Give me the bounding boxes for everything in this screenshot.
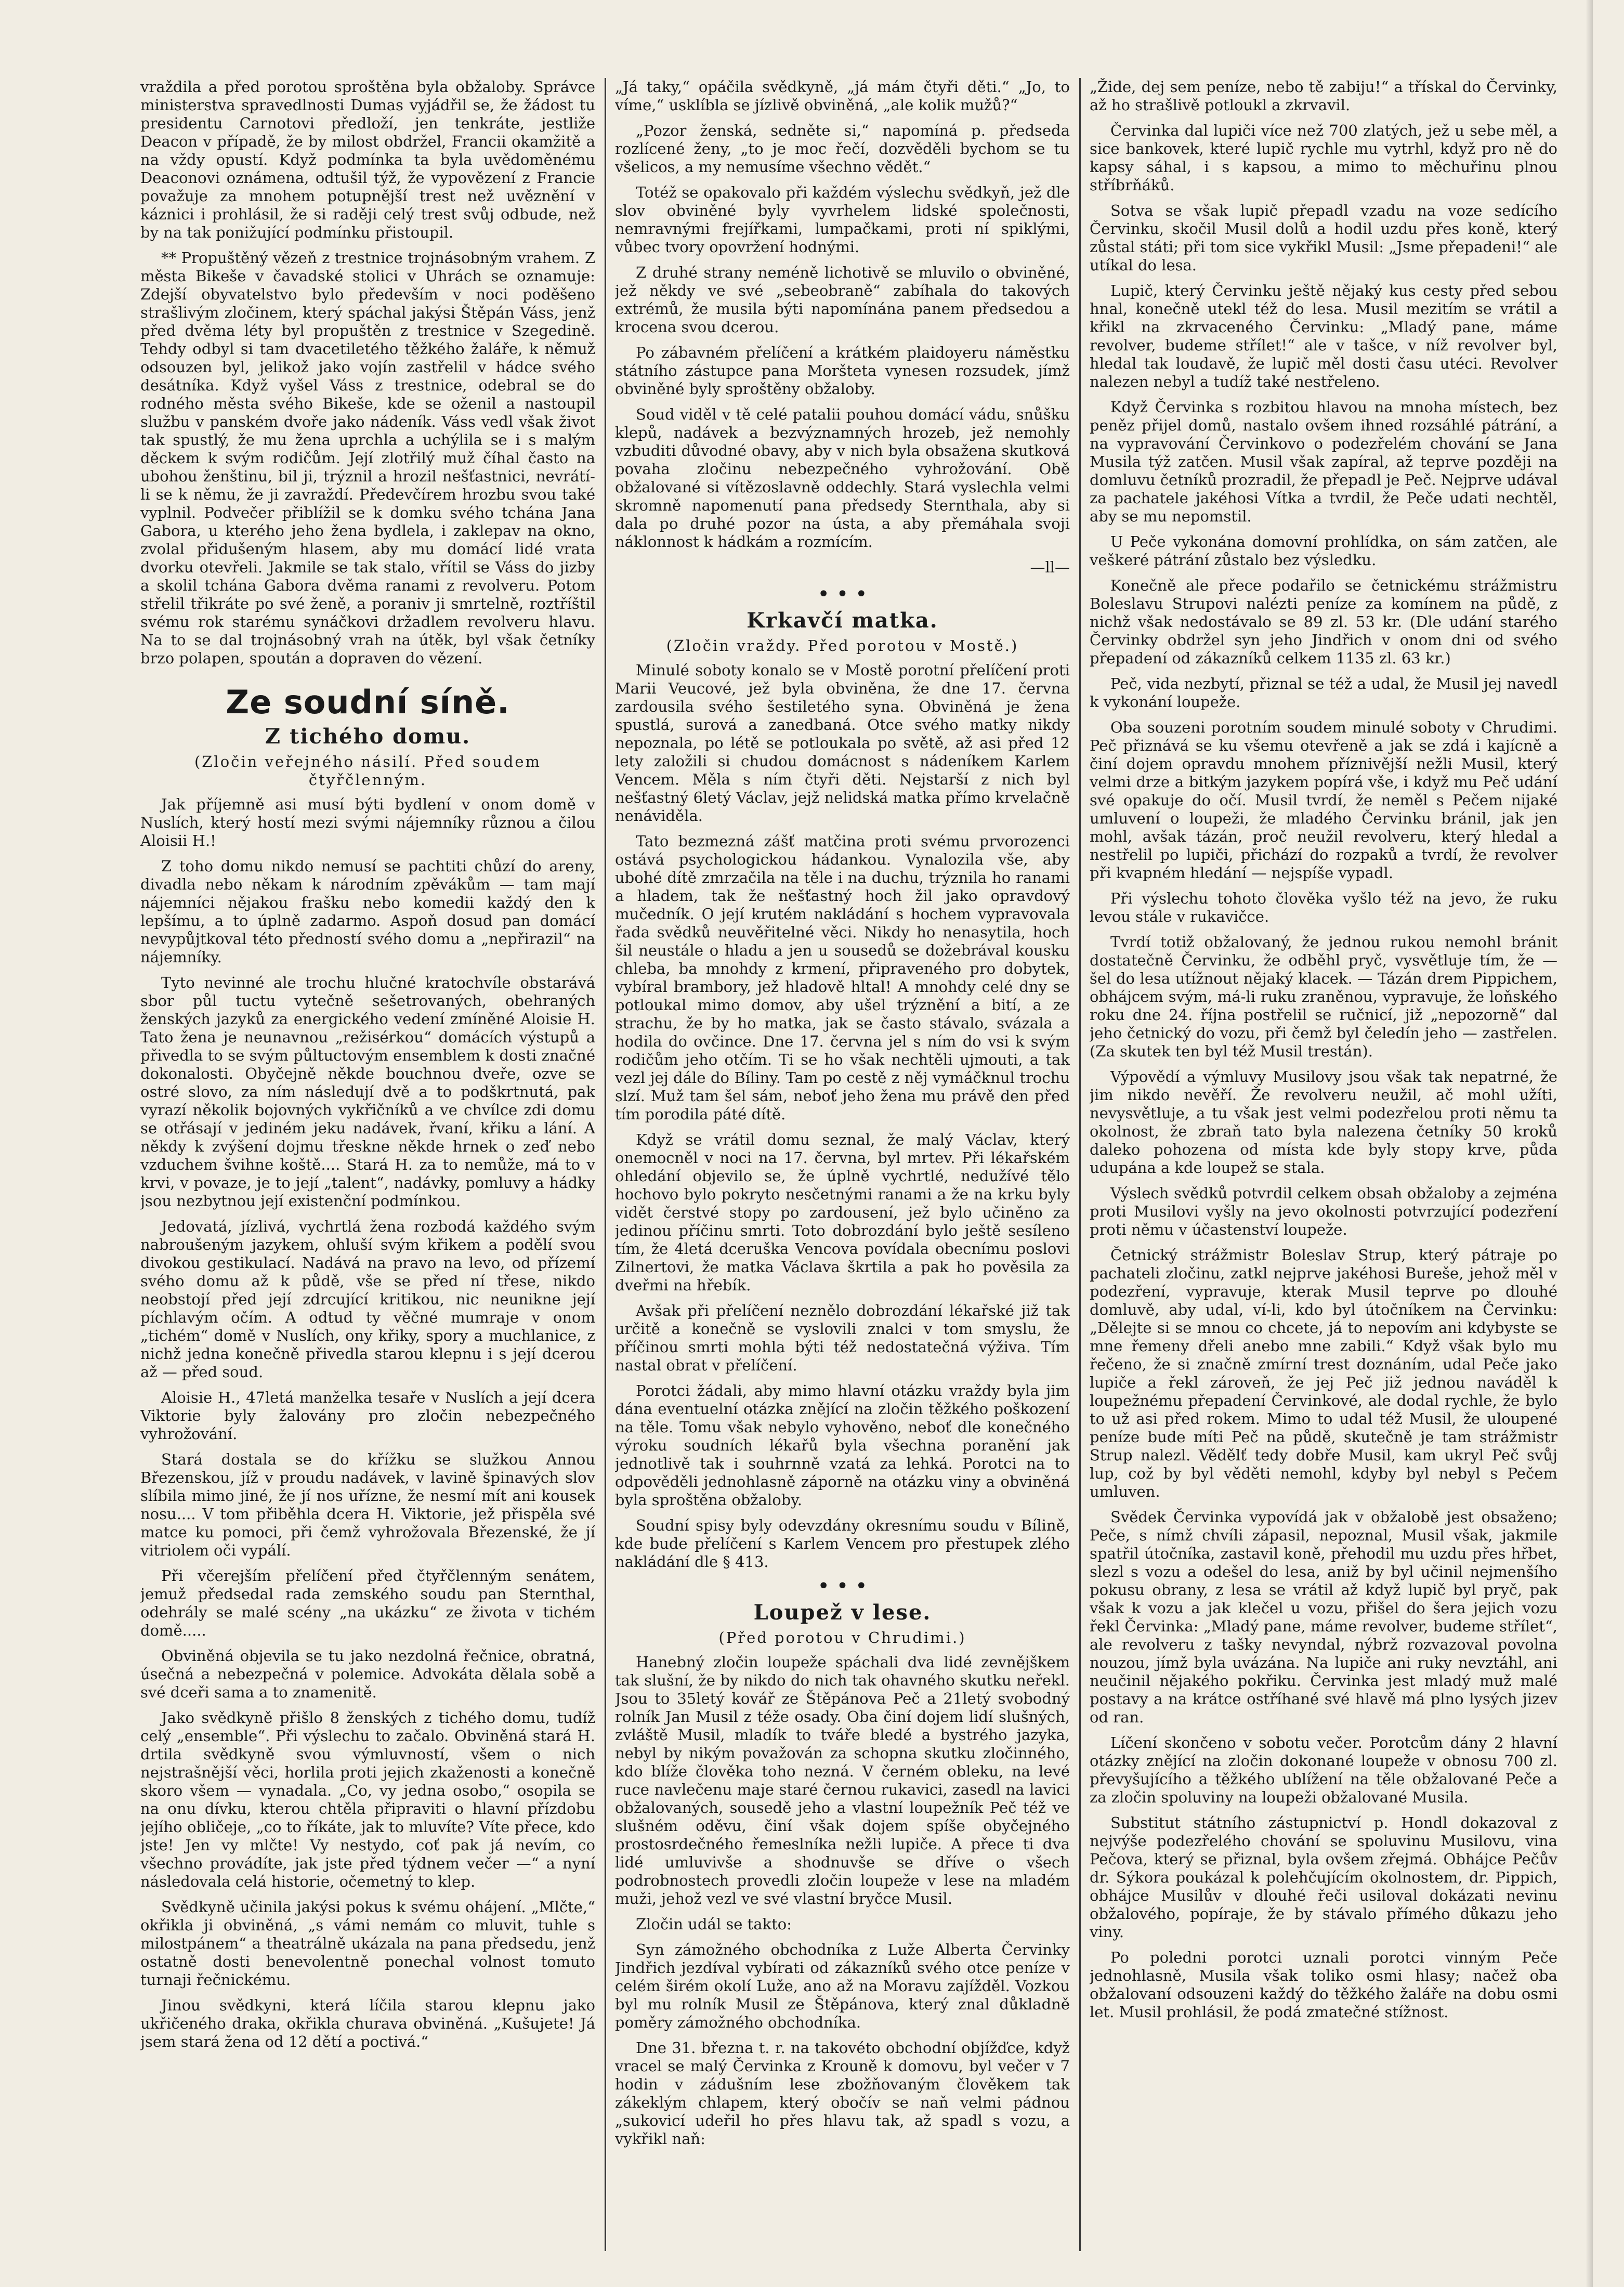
paragraph: Obviněná objevila se tu jako nezdolná řečnice, obratná, úsečná a nebezpečná v polemice. Advokáta dělala sobě a své dceři sama a to znamenitě.	[140, 1647, 595, 1701]
paragraph: Výslech svědků potvrdil celkem obsah obžaloby a zejména proti Musilovi vyšly na jevo okolnosti potvrzující podezření proti němu v účastenství loupeže.	[1090, 1184, 1557, 1238]
paragraph: Minulé soboty konalo se v Mostě porotní přelíčení proti Marii Veucové, jež byla obviněna, že dne 17. června zardousila svého šestiletého syna. Obviněná je žena spustlá, surová a zanedbaná. Otce svého matky nikdy nepoznala, po létě se potloukala po světě, až asi před 12 lety založili si chudou domácnost s nádeníkem Karlem Vencem. Měla s ním čtyři děti. Nejstarší z nich byl nešťastný 6letý Václav, jejž nelidská matka přímo krvelačně nenáviděla.	[615, 661, 1070, 825]
paragraph: Hanebný zločin loupeže spáchali dva lidé zevnějškem tak slušní, že by nikdo do nich tak ohavného skutku neřekl. Jsou to 35letý kovář ze Štěpánova Peč a 21letý svobodný rolník Jan Musil z téže osady. Oba činí dojem lidí slušných, zvláště Musil, mladík to tváře bledé a bystrého jazyka, nebyl by nikým považován za schopna skutku zločinného, kdo blíže člověka toho nezná. V černém obleku, na levé ruce navlečenu maje staré černou rukavici, zasedl na lavici obžalovaných, sousedě jeho a vlastní loupežník Peč též ve slušném oděvu, činí však dojem spíše obyčejného prostosrdečného řemeslníka nežli lupiče. A přece ti dva lidé umluvivše a shodnuvše se dříve o všech podrobnostech provedli zločin loupeže v lese na mladém muži, jehož vezl ve své vlastní bryčce Musil.	[615, 1653, 1070, 1907]
paragraph: Jak příjemně asi musí býti bydlení v onom domě v Nuslích, který hostí mezi svými nájemníky různou a čilou Aloisii H.!	[140, 795, 595, 850]
paragraph: „Já taky,“ opáčila svědkyně, „já mám čtyři děti.“ „Jo, to víme,“ usklíbla se jízlivě obviněná, „ale kolik mužů?“	[615, 78, 1070, 114]
paragraph: Tyto nevinné ale trochu hlučné kratochvíle obstarává sbor půl tuctu vytečně sešetrovaných, obehraných ženských jazyků za energického vedení zmíněné Aloisie H. Tato žena je neunavnou „režisérkou“ domácích výstupů a přivedla to se svým půltuctovým ensemblem k dosti značné dokonalosti. Obyčejně někde bouchnou dveře, ozve se ostré slovo, za ním následují dvě a to podškrtnutá, pak vyrazí několik bojovných vykřičníků a ve chvílce zdi domu se otřásají v jediném jeku nadávek, řvaní, křiku a lání. A někdy k zvýšení dojmu třeskne někde hrnek o zeď nebo vzduchem švihne koště.... Stará H. za to nemůže, má to v krvi, v povaze, je to její „talent“, nadávky, pomluvy a hádky jsou nezbytnou její existenční podmínkou.	[140, 974, 595, 1210]
article-title: Loupež v lese.	[753, 1600, 932, 1625]
paragraph: Jinou svědkyni, která líčila starou klepnu jako ukřičeného draka, okřikla churava obviněná. „Kušujete! Já jsem stará žena od 12 dětí a poctivá.“	[140, 1996, 595, 2050]
paragraph: Z toho domu nikdo nemusí se pachtiti chůzí do areny, divadla nebo někam k národním zpěvákům — tam mají nájemníci nějakou frašku nebo komedii každý den k lepšímu, a to úplně zadarmo. Aspoň dosud pan domácí nevypůjtkoval této předností svého domu a „nepřirazil“ na nájemníky.	[140, 857, 595, 966]
paragraph: Aloisie H., 47letá manželka tesaře v Nuslích a její dcera Viktorie byly žalovány pro zločin nebezpečného vyhrožování.	[140, 1389, 595, 1443]
paragraph: Jako svědkyně přišlo 8 ženských z tichého domu, tudíž celý „ensemble“. Při výslechu to začalo. Obviněná stará H. drtila svědkyně svou výmluvností, všem o nich nejstrašnější věci, horlila proti jejich zkaženosti a konečně skoro všem — vynadala. „Co, vy jedna osobo,“ osopila se na onu dívku, kterou chtěla připraviti o hlavní přízdobu jejího obličeje, „co to říkáte, jak to mluvíte? Víte přece, kdo jste! Jen vy mlčte! Vy nestydo, coť pak já nevím, co všechno provádíte, jak jste před týdnem večer —“ a nyní následovala celá historie, očemetný to klep.	[140, 1709, 595, 1890]
paragraph: „Žide, dej sem peníze, nebo tě zabiju!“ a třískal do Červinky, až ho strašlivě potloukl a zkrvavil.	[1090, 78, 1557, 114]
newspaper-page	[140, 78, 1575, 2251]
paragraph: Soud viděl v tě celé patalii pouhou domácí vádu, snůšku klepů, nadávek a bezvýznamných hrozeb, jež nemohly vzbuditi důvodné obavy, aby v nich byla obsažena skutková povaha zločinu nebezpečného vyhrožování. Obě obžalované si vítězoslavně oddechly. Stará vyslechla velmi skromně napomenutí pana předsedy Sternthala, aby si dala po druhé pozor na ústa, a aby přemáhala svoji náklonnost k hádkám a rozmícím.	[615, 406, 1070, 551]
paragraph: ** Propuštěný vězeň z trestnice trojnásobným vrahem. Z města Bikeše v čavadské stolici v Uhrách se oznamuje: Zdejší obyvatelstvo bylo především v noci poděšeno strašlivým zločinem, který spáchal jakýsi Štěpán Váss, jenž před dvěma léty byl propuštěn z trestnice v Szegedině. Tehdy odbyl si tam dvacetiletého těžkého žaláře, k němuž odsouzen byl, jelikož jako vojín zastřelil v hádce svého desátníka. Když vyšel Váss z trestnice, odebral se do rodného města svého Bikeše, kde se oženil a nastoupil službu v panském dvoře jako nádeník. Váss vedl však život tak spustlý, že mu žena uprchla a uchýlila se i s malým děckem k svým rodičům. Její zlotřilý muž číhal často na ubohou ženštinu, bil ji, trýznil a hrozil nešťastnici, nevrátí-li se k němu, že ji zavraždí. Předevčírem hrozbu svou také vyplnil. Podvečer přiblížil se k domku svého tchána Jana Gabora, u kterého jeho žena bydlela, i zaklepav na okno, zvolal přidušeným hlasem, aby mu domácí lidé vrata dvorku otevřeli. Jakmile se tak stalo, vřítil se Váss do jizby a skolil tchána Gabora dvěma ranami z revolveru. Potom střelil třikráte po své ženě, a poraniv ji smrtelně, roztříštil svému rok starému synáčkovi držadlem revolveru hlavu. Na to se dal trojnásobný vrah na útěk, byl však četníky brzo polapen, spoután a dopraven do vězení.	[140, 249, 595, 667]
paragraph: Při včerejším přelíčení před čtyřčlenným senátem, jemuž předsedal rada zemského soudu pan Sternthal, odehrály se malé scény „na ukázku“ ze života v tichém domě.....	[140, 1567, 595, 1639]
paragraph: Konečně ale přece podařilo se četnickému strážmistru Boleslavu Strupovi nalézti peníze za komínem na půdě, z nichž však nedostávalo se 89 zl. 53 kr. (Dle udání starého Červinky obdržel syn jeho Jindřich v onom dni od svého přepadení od zákazníků celkem 1135 zl. 63 kr.)	[1090, 577, 1557, 667]
paragraph: Jedovatá, jízlivá, vychrtlá žena rozbodá každého svým nabroušeným jazykem, ohluší svým křikem a podělí svou divokou gestikulací. Nadává na pravo na levo, od přízemí svého domu až k půdě, vše se před ní třese, nikdo neobstojí před její zdrcující kritikou, nic neunikne její píchlavým očím. A odtud ty věčné mumraje v onom „tichém“ domě v Nuslích, ony křiky, spory a muchlanice, z nichž jedna konečně přivedla starou klepnu i s její dcerou až — před soud.	[140, 1218, 595, 1381]
article-dek: (Zločin vraždy. Před porotou v Mostě.)	[666, 637, 1019, 655]
paragraph: Po poledni porotci uznali porotci vinným Peče jednohlasně, Musila však toliko osmi hlasy; načež oba obžalovaní odsouzeni každý do těžkého žaláře na dobu osmi let. Musil prohlásil, že podá zmatečné stížnost.	[1090, 1949, 1557, 2021]
paragraph: Tato bezmezná zášť matčina proti svému prvorozenci ostává psychologickou hádankou. Vynalozila vše, aby ubohé dítě zmrzačila na těle i na duchu, trýznila ho ranami a hladem, tak že nešťastný hoch žil jako opravdový mučedník. O její krutém nakládání s hochem vypravovala řada svědků neuvěřitelné věci. Nikdy ho nenasytila, hoch šil neustále o hladu a jen u sousedů se dožebrával kousku chleba, ba mnohdy z krmení, připraveného pro dobytek, vybíral brambory, jež hladově hltal! A mnohdy celé dny se potloukal mimo domov, aby ušel trýznění a bití, a ze strachu, že by ho matka, jak se často stávalo, svázala a hodila do ovčince. Dne 17. června jel s ním do vsi k svým rodičům jeho otčím. Ti se ho však nechtěli ujmouti, a tak vezl jej dále do Bíliny. Tam po cestě z něj vymáčknul trochu slzí. Muž tam šel sám, neboť jeho žena mu právě den před tím porodila páté dítě.	[615, 832, 1070, 1123]
paragraph: Sotva se však lupič přepadl vzadu na voze sedícího Červinku, skočil Musil dolů a hodil uzdu přes koně, který zůstal státi; při tom sice vykřikl Musil: „Jsme přepadeni!“ ale utíkal do lesa.	[1090, 202, 1557, 274]
column-1	[140, 78, 595, 2251]
paragraph: Avšak při přelíčení neznělo dobrozdání lékařské již tak určitě a konečně se vyslovili znalci v tom smyslu, že příčinou smrti mohla býti též nedostatečná výživa. Tím nastal obrat v přelíčení.	[615, 1302, 1070, 1374]
column-rule	[1079, 78, 1081, 2251]
paragraph: Červinka dal lupiči více než 700 zlatých, jež u sebe měl, a sice bankovek, které lupič rychle mu vytrhl, když pro ně do kapsy sáhal, i s kapsou, a mimo to měchuřinu plnou stříbrňáků.	[1090, 122, 1557, 194]
section-separator: • • •	[817, 1574, 868, 1598]
paragraph: Totéž se opakovalo při každém výslechu svědkyň, jež dle slov obviněné byly vyvrhelem lidské společnosti, nemravnými frejířkami, lumpačkami, proti ní spiklými, vůbec tvory opovržení hodnými.	[615, 184, 1070, 256]
column-rule	[605, 78, 606, 2251]
paragraph: Četnický strážmistr Boleslav Strup, který pátraje po pachateli zločinu, zatkl nejprve jakéhosi Bureše, jehož měl v podezření, vypravuje, kterak Musil teprve po dlouhé domluvě, aby udal, ví-li, kdo byl útočníkem na Červinku: „Dělejte si se mnou co chcete, já to nepovím ani kdybyste se mne řemeny dřeli anebo mne zabili.“ Když však bylo mu řečeno, že si značně zmírní trest doznáním, udal Peče jako lupiče a řekl zároveň, že jej Peč již jednou naváděl k loupežnému přepadení Červinkové, ale dodal rychle, že bylo to už asi před rokem. Mimo to udal též Musil, že uloupené peníze bude míti Peč na půdě, skutečně je tam strážmistr Strup nalezl. Vědělť tedy dobře Musil, kam ukryl Peč svůj lup, což by byl věděti nemohl, kdyby byl nebyl s Pečem umluven.	[1090, 1246, 1557, 1500]
paragraph: „Pozor ženská, sedněte si,“ napomíná p. předseda rozlícené ženy, „to je moc řečí, dozvěděli bychom se tu všelicos, a my nemusíme všechno vědět.“	[615, 122, 1070, 176]
paragraph: Svědkyně učinila jakýsi pokus k svému ohájení. „Mlčte,“ okřikla ji obviněná, „s vámi nemám co mluvit, tuhle s milostpánem“ a theatrálně ukázala na pana předsedu, jenž ostatně dosti benevolentně ponechal volnost tomuto turnaji řečnickému.	[140, 1898, 595, 1989]
paragraph: Po zábavném přelíčení a krátkém plaidoyeru náměstku státního zástupce pana Moršteta vynesen rozsudek, jímž obviněné byly sproštěny obžaloby.	[615, 344, 1070, 398]
paragraph: Soudní spisy byly odevzdány okresnímu soudu v Bílině, kde bude přelíčení s Karlem Vencem pro přestupek zlého nakládání dle § 413.	[615, 1517, 1070, 1571]
paragraph: Výpovědí a výmluvy Musilovy jsou však tak nepatrné, že jim nikdo nevěří. Že revolveru neužil, ač mohl užíti, nevysvětluje, a tu však jest velmi podezřelou proti němu ta okolnost, že zbraň tato byla nalezena četníky 50 kroků daleko pohozena od místa kde byly stopy krve, půda udupána a kde loupež se stala.	[1090, 1068, 1557, 1177]
paragraph: Když se vrátil domu seznal, že malý Václav, který onemocněl v noci na 17. června, byl mrtev. Při lékařském ohledání objevilo se, že úplně vychrtlé, nedužívé tělo hochovo bylo pokryto nesčetnými ranami a že na krku byly vidět čerstvé stopy po zardousení, jež bylo učiněno za jedinou příčinu smrti. Toto dobrozdání bylo ještě sesíleno tím, že 4letá dceruška Vencova povídala obecnímu poslovi Zilnertovi, že matka Václava škrtila a pak ho pověsila za dveřmi na hřebík.	[615, 1131, 1070, 1294]
paragraph: Substitut státního zástupnictví p. Hondl dokazoval z nejvýše podezřelého chování se spoluvinu Musilovu, vina Pečova, který se přiznal, byla ovšem zřejmá. Obhájce Pečův dr. Sýkora poukázal k polehčujícím okolnostem, dr. Pippich, obhájce Musilův v dlouhé řeči usiloval dokázati nevinu obžalového, popíraje, že by stávalo přímého důkazu jeho viny.	[1090, 1814, 1557, 1941]
page-edge-shadow	[1586, 0, 1593, 2287]
paragraph: U Peče vykonána domovní prohlídka, on sám zatčen, ale veškeré pátrání zůstalo bez výsledku.	[1090, 533, 1557, 569]
paragraph: Lupič, který Červinku ještě nějaký kus cesty před sebou hnal, konečně utekl též do lesa. Musil mezitím se vrátil a křikl na zkrvaceného Červinku: „Mladý pane, máme revolver, budeme střílet!“ ale v tašce, v níž revolver byl, hledal tak loudavě, že lupič měl dosti času utéci. Revolver nalezen nebyl a tudíž také nestřeleno.	[1090, 282, 1557, 390]
section-separator: • • •	[817, 582, 868, 606]
paragraph: Stará dostala se do křížku se služkou Annou Březenskou, jíž v proudu nadávek, v lavině špinavých slov slíbila mimo jiné, že jí nos uřízne, že nesmí mít ani kousek nosu.... V tom přiběhla dcera H. Viktorie, jež přispěla své matce ku pomoci, při čemž vyhrožovala Březenské, že jí vitriolem oči vypálí.	[140, 1450, 595, 1559]
section-heading: Ze soudní síně.	[226, 683, 510, 721]
column-2	[615, 78, 1070, 2251]
paragraph: Když Červinka s rozbitou hlavou na mnoha místech, bez peněz přijel domů, nastalo ovšem ihned rozsáhlé pátrání, a na vypravování Červinkovo o podezřelém chování se Jana Musila týž zatčen. Musil však zapíral, až teprve později na domluvu četníků prozradil, že přepadl je Peč. Nejprve udával za pachatele jakéhosi Vítka a tvrdil, že Peče udati nechtěl, aby se mu nepomstil.	[1090, 398, 1557, 525]
paragraph: Porotci žádali, aby mimo hlavní otázku vraždy byla jim dána eventuelní otázka znějící na zločin těžkého poškození na těle. Tomu však nebylo vyhověno, neboť dle konečného výroku soudních lékařů byla všechna poranění jak jednotlivě tak i souhrnně vzatá za lehká. Porotci na to odpověděli jednohlasně záporně na otázku viny a obviněná byla sproštěna obžaloby.	[615, 1382, 1070, 1509]
paragraph: Zločin udál se takto:	[636, 1915, 792, 1933]
paragraph: Peč, vida nezbytí, přiznal se též a udal, že Musil jej navedl k vykonání loupeže.	[1090, 675, 1557, 711]
paragraph: Syn zámožného obchodníka z Luže Alberta Červinky Jindřich jezdíval vybírati od zákazníků svého otce peníze v celém širém okolí Luže, ano až na Moravu zajížděl. Vozkou byl mu rolník Musil ze Štěpánova, který znal důkladně poměry zámožného obchodníka.	[615, 1941, 1070, 2031]
paragraph: Líčení skončeno v sobotu večer. Porotcům dány 2 hlavní otázky znějící na zločin dokonané loupeže v obnosu 700 zl. převyšujícího a těžkého ublížení na těle obžalované Peče a za zločin spoluviny na loupeži obžalované Musila.	[1090, 1734, 1557, 1806]
article-dek: (Zločin veřejného násilí. Před soudem čtyřčlenným.	[194, 753, 542, 789]
article-signature: —ll—	[1030, 558, 1070, 576]
article-dek: (Před porotou v Chrudimi.)	[718, 1629, 966, 1646]
article-title: Z tichého domu.	[265, 724, 471, 749]
column-3	[1090, 78, 1557, 2251]
paragraph: Tvrdí totiž obžalovaný, že jednou rukou nemohl bránit dostatečně Červinku, že odběhl pryč, vysvětluje tím, že — šel do lesa utížnout nějaký klacek. — Tázán drem Pippichem, obhájcem svým, má-li ruku zraněnou, vypravuje, že loňského roku dne 24. října postřelil se ručnicí, již „nepozorně“ dal jeho četnický do vozu, při čemž byl čeledín jeho — zastřelen. (Za skutek ten byl též Musil trestán).	[1090, 933, 1557, 1060]
paragraph: Z druhé strany neméně lichotivě se mluvilo o obviněné, jež někdy ve své „sebeobraně“ zabíhala do takových extrémů, že musila býti napomínána panem předsedou a krocena svou dcerou.	[615, 264, 1070, 336]
paragraph: Svědek Červinka vypovídá jak v obžalobě jest obsaženo; Peče, s nímž chvíli zápasil, nepoznal, Musil však, jakmile spatřil útočníka, zastavil koně, přehodil mu uzdu přes hřbet, slezl s vozu a odešel do lesa, aniž by byl učinil nejmenšího pokusu obrany, z lesa se vrátil až když lupič byl pryč, pak však k vozu a jak klečel u vozu, přišel do šera jejich vozu řekl Červinka: „Mladý pane, máme revolver, budeme střílet“, ale revolveru z tašky nevyndal, nýbrž rozvazoval povolna nouzou, jímž byla uvázána. Na lupiče ani ruky nevztáhl, ani neučinil nějakého pokřiku. Červinka jest mladý muž malé postavy a na krátce ostříhané své hlavě má plno lysých jizev od ran.	[1090, 1508, 1557, 1726]
paragraph: Dne 31. března t. r. na takovéto obchodní objížďce, když vracel se malý Červinka z Krouně k domovu, byl večer v 7 hodin v zádušním lese zbožňovaným člověkem tak zákeklým chlapem, který obočív se naň velmi pádnou „sukovicí udeřil ho přes hlavu tak, až spadl s vozu, a vykřikl naň:	[615, 2039, 1070, 2148]
article-title: Krkavčí matka.	[746, 608, 938, 633]
paragraph: Při výslechu tohoto člověka vyšlo též na jevo, že ruku levou stále v rukavičce.	[1090, 890, 1557, 925]
paragraph: vraždila a před porotou sproštěna byla obžaloby. Správce ministerstva spravedlnosti Dumas vyjádřil se, že žádost tu presidentu Carnotovi předloží, jen tenkráte, jestliže Deacon v případě, že by milost obdržel, Francii okamžitě a na vždy opustí. Když podmínka ta byla uvědoměnému Deaconovi oznámena, odtušil týž, že vypovězení z Francie považuje za mnohem potupnější trest než uvěznění v káznici i prohlásil, že si raději celý trest svůj odbude, než by na tak ponižující podmínku přistoupil.	[140, 78, 595, 241]
paragraph: Oba souzeni porotním soudem minulé soboty v Chrudimi. Peč přiznává se ku všemu otevřeně a jak se zdá i kajícně a činí dojem opravdu mnohem příznivější nežli Musil, který velmi drze a bitkým jazykem popírá vše, i když mu Peč udání své opakuje do očí. Musil tvrdí, že neměl s Pečem nijaké umluvení o loupeži, že mladého Červinku bránil, jak jen mohl, avšak tázán, proč neužil revolveru, který hledal a nestřelil po lupiči, přichází do rozpaků a tvrdí, že revolver při kvapném hledání — nejspíše vypadl.	[1090, 718, 1557, 882]
